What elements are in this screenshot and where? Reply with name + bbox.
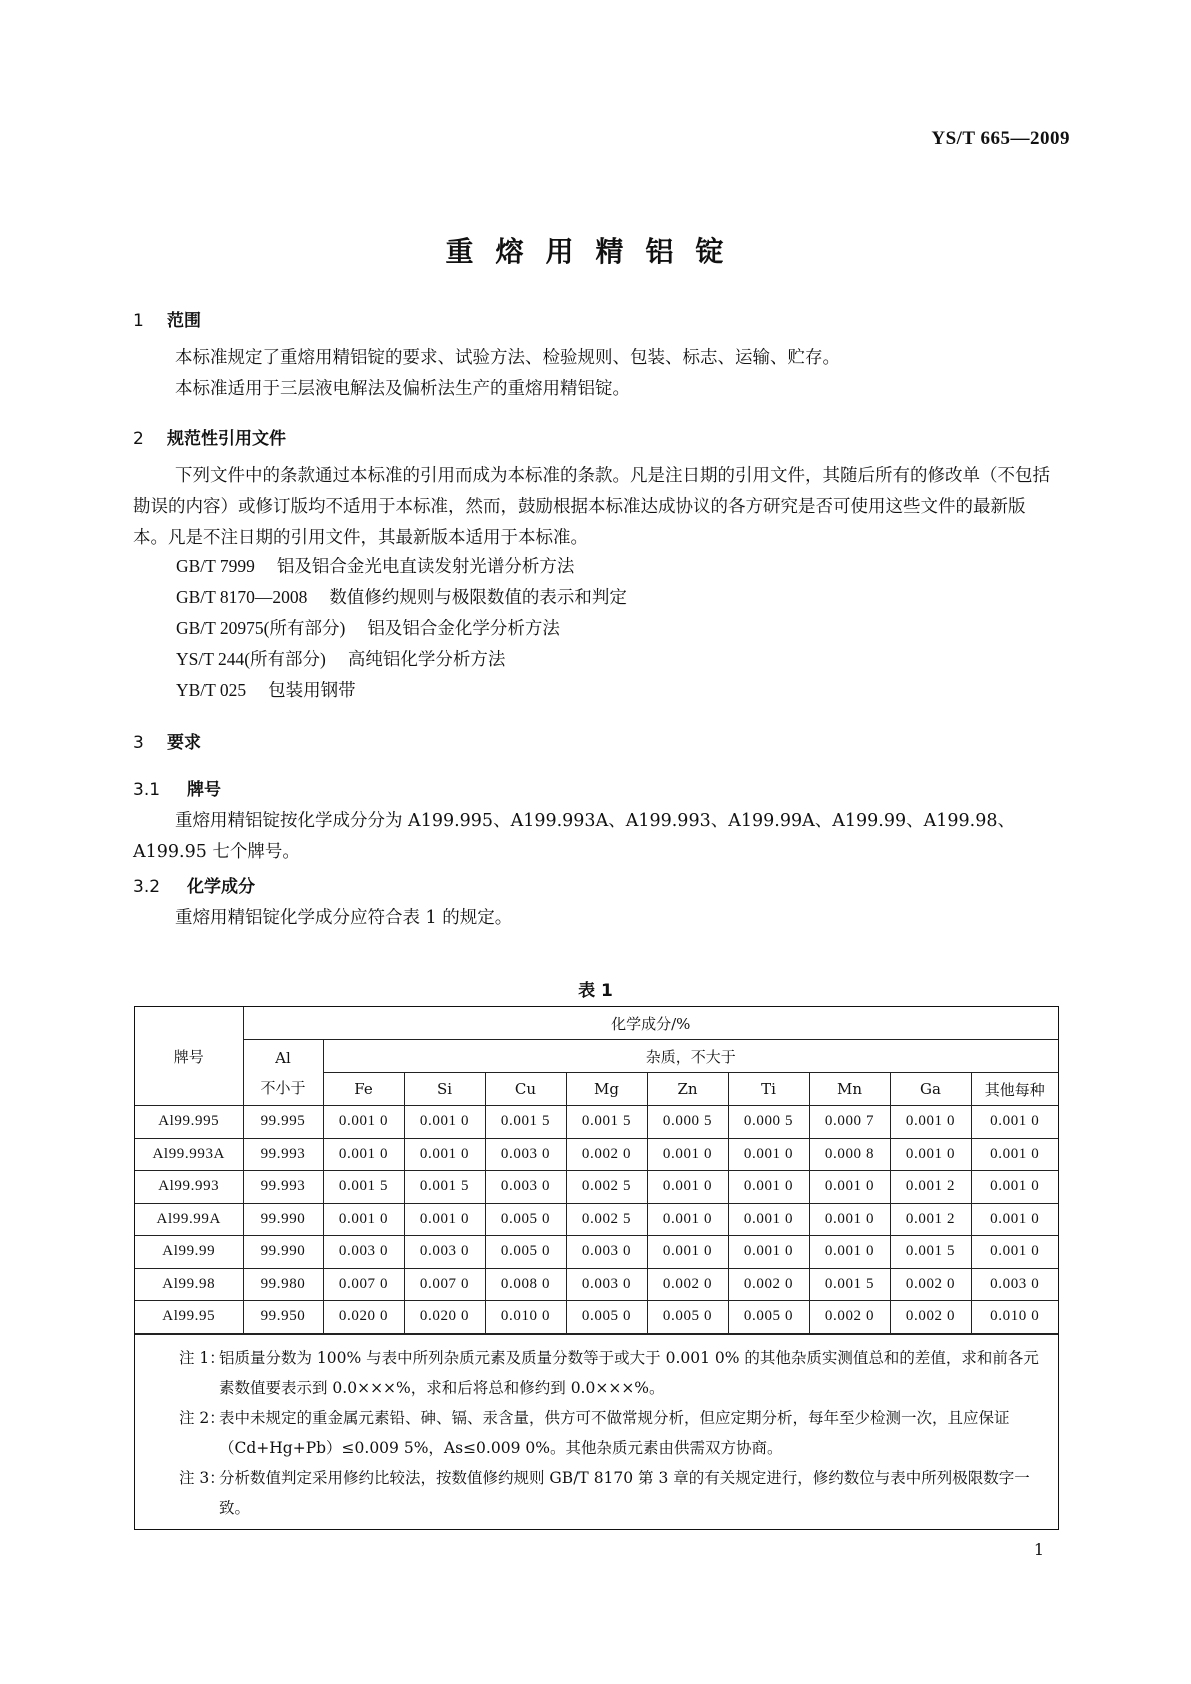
section-title: 牌号 <box>187 780 221 800</box>
table-row <box>135 1236 1058 1269</box>
section-title: 规范性引用文件 <box>167 429 286 449</box>
page-number: 1 <box>1033 1540 1044 1559</box>
header-mn: Mn <box>809 1073 890 1106</box>
grade-cell: Al99.99 <box>135 1236 243 1269</box>
value-cell: 0.001 0 <box>323 1203 404 1236</box>
value-cell: 0.001 0 <box>404 1138 485 1171</box>
note-text: 分析数值判定采用修约比较法，按数值修约规则 GB/T 8170 第 3 章的有关规定进行，修约数位与表中所列极限数字一致。 <box>219 1468 1030 1517</box>
standard-code: YS/T 665—2009 <box>931 128 1070 149</box>
value-cell: 0.020 0 <box>404 1301 485 1334</box>
grade-cell: Al99.99A <box>135 1203 243 1236</box>
value-cell: 0.001 0 <box>971 1138 1058 1171</box>
document-title: 重熔用精铝锭 <box>445 235 746 268</box>
value-cell: 0.005 0 <box>566 1301 647 1334</box>
section-title: 范围 <box>167 311 201 331</box>
value-cell: 0.002 0 <box>566 1138 647 1171</box>
table-notes <box>135 1334 1058 1529</box>
value-cell: 0.001 0 <box>728 1236 809 1269</box>
value-cell: 0.000 5 <box>647 1106 728 1139</box>
value-cell: 0.002 0 <box>647 1268 728 1301</box>
reference-item <box>176 584 627 609</box>
value-cell: 0.001 2 <box>890 1203 971 1236</box>
value-cell: 0.000 5 <box>728 1106 809 1139</box>
section-number: 3.1 <box>133 780 161 800</box>
value-cell: 0.001 0 <box>728 1203 809 1236</box>
header-impurities: 杂质，不大于 <box>323 1040 1058 1073</box>
value-cell: 0.001 0 <box>809 1203 890 1236</box>
header-cu: Cu <box>485 1073 566 1106</box>
grade-cell: Al99.993 <box>135 1171 243 1204</box>
value-cell: 0.001 5 <box>485 1106 566 1139</box>
table-row <box>135 1138 1058 1171</box>
value-cell: 0.005 0 <box>485 1203 566 1236</box>
value-cell: 0.002 5 <box>566 1203 647 1236</box>
note-label: 注 3： <box>179 1468 225 1487</box>
value-cell: 0.001 5 <box>323 1171 404 1204</box>
value-cell: 0.003 0 <box>404 1236 485 1269</box>
table-row <box>135 1203 1058 1236</box>
section-3-1-heading <box>133 775 221 800</box>
value-cell: 0.001 0 <box>323 1138 404 1171</box>
header-ga: Ga <box>890 1073 971 1106</box>
grade-cell: Al99.995 <box>135 1106 243 1139</box>
value-cell: 0.007 0 <box>323 1268 404 1301</box>
value-cell: 99.993 <box>243 1138 323 1171</box>
reference-title: 包装用钢带 <box>268 681 356 701</box>
reference-code: YB/T 025 <box>176 680 247 700</box>
reference-code: YS/T 244(所有部分) <box>176 649 326 669</box>
value-cell: 0.003 0 <box>323 1236 404 1269</box>
grade-cell: Al99.95 <box>135 1301 243 1334</box>
section-title: 要求 <box>167 733 201 753</box>
header-chemical-composition: 化学成分/% <box>243 1007 1058 1040</box>
value-cell: 0.001 0 <box>971 1106 1058 1139</box>
header-al-min: 不小于 <box>260 1078 306 1097</box>
value-cell: 0.003 0 <box>566 1236 647 1269</box>
grade-cell: Al99.993A <box>135 1138 243 1171</box>
value-cell: 99.950 <box>243 1301 323 1334</box>
header-grade: 牌号 <box>135 1007 243 1106</box>
value-cell: 0.001 0 <box>728 1138 809 1171</box>
value-cell: 0.000 8 <box>809 1138 890 1171</box>
value-cell: 0.001 5 <box>566 1106 647 1139</box>
value-cell: 0.001 5 <box>404 1171 485 1204</box>
table-note <box>179 1463 1046 1523</box>
reference-title: 数值修约规则与极限数值的表示和判定 <box>329 588 627 608</box>
value-cell: 0.007 0 <box>404 1268 485 1301</box>
scope-paragraph-1: 本标准规定了重熔用精铝锭的要求、试验方法、检验规则、包装、标志、运输、贮存。 <box>175 348 840 368</box>
section-number: 2 <box>133 429 144 449</box>
reference-code: GB/T 7999 <box>176 556 255 576</box>
value-cell: 0.001 0 <box>404 1106 485 1139</box>
chemical-composition-table <box>134 1006 1059 1530</box>
reference-title: 铝及铝合金化学分析方法 <box>367 619 560 639</box>
value-cell: 99.980 <box>243 1268 323 1301</box>
reference-item <box>176 553 574 578</box>
value-cell: 0.003 0 <box>971 1268 1058 1301</box>
value-cell: 0.001 0 <box>647 1171 728 1204</box>
value-cell: 0.002 0 <box>809 1301 890 1334</box>
header-al-symbol: Al <box>275 1048 291 1067</box>
header-fe: Fe <box>323 1073 404 1106</box>
section-number: 3.2 <box>133 877 161 897</box>
value-cell: 0.005 0 <box>647 1301 728 1334</box>
note-label: 注 1： <box>179 1348 225 1367</box>
value-cell: 0.002 0 <box>890 1301 971 1334</box>
value-cell: 0.001 0 <box>809 1236 890 1269</box>
value-cell: 0.003 0 <box>485 1138 566 1171</box>
note-text: 表中未规定的重金属元素铅、砷、镉、汞含量，供方可不做常规分析，但应定期分析，每年至少检测一次，且应保证（Cd+Hg+Pb）≤0.009 5%，As≤0.009 0%。其他杂质元素由供需双方协商。 <box>219 1408 1010 1457</box>
table-caption: 表 1 <box>578 981 613 1001</box>
value-cell: 0.001 0 <box>971 1171 1058 1204</box>
value-cell: 0.005 0 <box>485 1236 566 1269</box>
section-3-2-heading <box>133 872 255 897</box>
reference-code: GB/T 20975(所有部分) <box>176 618 346 638</box>
value-cell: 0.001 0 <box>890 1138 971 1171</box>
value-cell: 99.990 <box>243 1203 323 1236</box>
grade-paragraph: 重熔用精铝锭按化学成分分为 A199.995、A199.993A、A199.993、A199.99A、A199.99、A199.98、A199.95 七个牌号。 <box>133 811 1015 862</box>
reference-item <box>176 646 505 671</box>
reference-title: 高纯铝化学分析方法 <box>347 650 506 670</box>
table-row <box>135 1268 1058 1301</box>
value-cell: 0.002 5 <box>566 1171 647 1204</box>
scope-paragraph-2: 本标准适用于三层液电解法及偏析法生产的重熔用精铝锭。 <box>175 379 630 399</box>
header-zn: Zn <box>647 1073 728 1106</box>
value-cell: 0.001 0 <box>971 1203 1058 1236</box>
value-cell: 0.008 0 <box>485 1268 566 1301</box>
reference-title: 铝及铝合金光电直读发射光谱分析方法 <box>276 557 575 577</box>
value-cell: 0.002 0 <box>890 1268 971 1301</box>
note-label: 注 2： <box>179 1408 225 1427</box>
header-ti: Ti <box>728 1073 809 1106</box>
value-cell: 99.990 <box>243 1236 323 1269</box>
value-cell: 0.001 2 <box>890 1171 971 1204</box>
value-cell: 0.001 0 <box>647 1236 728 1269</box>
section-1-heading <box>133 306 201 331</box>
value-cell: 0.001 0 <box>647 1203 728 1236</box>
value-cell: 0.001 0 <box>890 1106 971 1139</box>
value-cell: 99.993 <box>243 1171 323 1204</box>
header-si: Si <box>404 1073 485 1106</box>
value-cell: 0.001 5 <box>809 1268 890 1301</box>
value-cell: 0.001 0 <box>404 1203 485 1236</box>
table-body <box>135 1106 1058 1334</box>
value-cell: 0.003 0 <box>566 1268 647 1301</box>
chemical-composition-paragraph: 重熔用精铝锭化学成分应符合表 1 的规定。 <box>175 908 513 928</box>
reference-code: GB/T 8170—2008 <box>176 587 308 607</box>
section-2-heading <box>133 424 286 449</box>
section-title: 化学成分 <box>187 877 255 897</box>
table-row <box>135 1171 1058 1204</box>
value-cell: 0.001 0 <box>728 1171 809 1204</box>
normative-references-paragraph: 下列文件中的条款通过本标准的引用而成为本标准的条款。凡是注日期的引用文件，其随后所有的修改单（不包括勘误的内容）或修订版均不适用于本标准，然而，鼓励根据本标准达成协议的各方研究是否可使用这些文件的最新版本。凡是不注日期的引用文件，其最新版本适用于本标准。 <box>133 466 1050 548</box>
value-cell: 0.003 0 <box>485 1171 566 1204</box>
reference-item <box>176 677 356 702</box>
section-number: 3 <box>133 733 144 753</box>
section-number: 1 <box>133 311 144 331</box>
header-al <box>243 1040 323 1106</box>
value-cell: 0.002 0 <box>728 1268 809 1301</box>
value-cell: 0.020 0 <box>323 1301 404 1334</box>
table-note <box>179 1343 1046 1403</box>
table-note <box>179 1403 1046 1463</box>
table-row <box>135 1106 1058 1139</box>
value-cell: 99.995 <box>243 1106 323 1139</box>
value-cell: 0.005 0 <box>728 1301 809 1334</box>
section-3-heading <box>133 728 201 753</box>
header-mg: Mg <box>566 1073 647 1106</box>
value-cell: 0.001 0 <box>809 1171 890 1204</box>
header-other: 其他每种 <box>971 1073 1058 1106</box>
grade-cell: Al99.98 <box>135 1268 243 1301</box>
value-cell: 0.010 0 <box>971 1301 1058 1334</box>
note-text: 铝质量分数为 100% 与表中所列杂质元素及质量分数等于或大于 0.001 0% 的其他杂质实测值总和的差值，求和前各元素数值要表示到 0.0×××%，求和后将总和修约到 0.0×××%。 <box>219 1348 1039 1397</box>
value-cell: 0.000 7 <box>809 1106 890 1139</box>
value-cell: 0.001 0 <box>323 1106 404 1139</box>
value-cell: 0.010 0 <box>485 1301 566 1334</box>
table-row <box>135 1301 1058 1334</box>
value-cell: 0.001 5 <box>890 1236 971 1269</box>
value-cell: 0.001 0 <box>971 1236 1058 1269</box>
value-cell: 0.001 0 <box>647 1138 728 1171</box>
reference-item <box>176 615 560 640</box>
